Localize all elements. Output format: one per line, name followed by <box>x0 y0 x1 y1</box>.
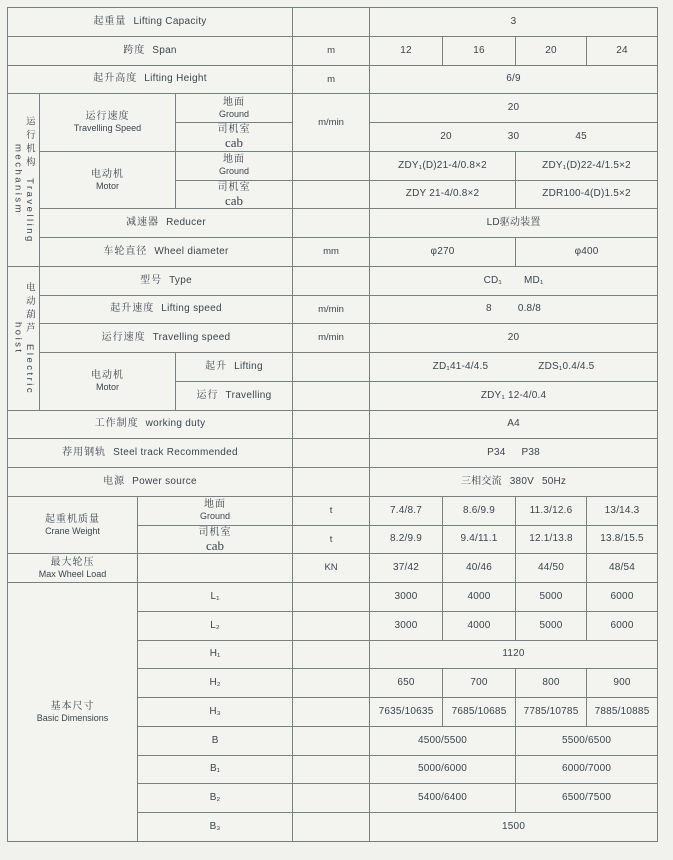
max-wheel-load-value: 40/46 <box>443 554 516 583</box>
travelling-speed-label: 运行速度 Travelling Speed <box>40 94 176 152</box>
unit-cell: t <box>293 525 370 554</box>
unit-cell: m/min <box>293 94 370 152</box>
crane-weight-value: 12.1/13.8 <box>516 525 587 554</box>
unit-cell: t <box>293 496 370 525</box>
row-hoist-motor-lifting <box>8 353 658 382</box>
row-span <box>8 36 658 65</box>
span-value: 16 <box>443 36 516 65</box>
dim-sublabel-H3: H₃ <box>138 698 293 727</box>
travelling-sublabel: 运行 Travelling <box>176 381 293 410</box>
travel-motor-label: 电动机 Motor <box>40 151 176 209</box>
unit-cell <box>293 611 370 640</box>
steel-track-values: P34 P38 <box>370 439 658 468</box>
unit-cell <box>293 410 370 439</box>
span-value: 20 <box>516 36 587 65</box>
wheel-diameter-label: 车轮直径 Wheel diameter <box>40 238 293 267</box>
row-hoist-travelling-speed <box>8 324 658 353</box>
dim-value: 6000 <box>587 611 658 640</box>
hoist-type-label: 型号 Type <box>40 266 293 295</box>
max-wheel-load-label: 最大轮压 Max Wheel Load <box>8 554 138 583</box>
section-electric-hoist: 电动葫芦Electric hoist <box>8 266 40 410</box>
hoist-motor-travelling-value: ZDY₁ 12-4/0.4 <box>370 381 658 410</box>
unit-cell <box>293 726 370 755</box>
dim-value: 7885/10885 <box>587 698 658 727</box>
hoist-type-values: CD₁ MD₁ <box>370 266 658 295</box>
dim-value: 5000 <box>516 583 587 612</box>
dim-value: 700 <box>443 669 516 698</box>
hoist-travelling-speed-label: 运行速度 Travelling speed <box>40 324 293 353</box>
row-wheel-diameter <box>8 238 658 267</box>
hoist-travelling-speed-value: 20 <box>370 324 658 353</box>
ground-sublabel: 地面 Ground <box>138 496 293 525</box>
empty-sublabel <box>138 554 293 583</box>
hoist-motor-label: 电动机 Motor <box>40 353 176 411</box>
row-hoist-type <box>8 266 658 295</box>
dim-value: 7685/10685 <box>443 698 516 727</box>
ground-sublabel: 地面 Ground <box>176 151 293 180</box>
dim-value: 5000/6000 <box>370 755 516 784</box>
row-travelling-speed-ground <box>8 94 658 123</box>
unit-cell: mm <box>293 238 370 267</box>
unit-cell <box>293 381 370 410</box>
travel-motor-ground-value: ZDY₁(D)22-4/1.5×2 <box>516 151 658 180</box>
row-lifting-capacity <box>8 8 658 37</box>
unit-cell <box>293 439 370 468</box>
dim-value: 3000 <box>370 611 443 640</box>
unit-cell: KN <box>293 554 370 583</box>
cab-sublabel: 司机室 cab <box>176 123 293 152</box>
unit-cell <box>293 180 370 209</box>
hoist-lifting-speed-label: 起升速度 Lifting speed <box>40 295 293 324</box>
cab-sublabel: 司机室 cab <box>176 180 293 209</box>
unit-cell <box>293 151 370 180</box>
dim-value: 900 <box>587 669 658 698</box>
unit-cell <box>293 8 370 37</box>
lifting-capacity-value: 3 <box>370 8 658 37</box>
dim-value: 6000 <box>587 583 658 612</box>
reducer-label: 减速器 Reducer <box>40 209 293 238</box>
dim-sublabel-H1: H₁ <box>138 640 293 669</box>
row-max-wheel-load <box>8 554 658 583</box>
wheel-diameter-value: φ270 <box>370 238 516 267</box>
span-value: 24 <box>587 36 658 65</box>
power-source-label: 电源 Power source <box>8 468 293 497</box>
hoist-motor-lifting-values: ZD₁41-4/4.5 ZDS₁0.4/4.5 <box>370 353 658 382</box>
hoist-lifting-speed-values: 8 0.8/8 <box>370 295 658 324</box>
section-travelling-mechanism: 运行机构Travelling mechanism <box>8 94 40 267</box>
unit-cell <box>293 266 370 295</box>
dim-value: 4500/5500 <box>370 726 516 755</box>
travel-motor-cab-value: ZDR100-4(D)1.5×2 <box>516 180 658 209</box>
dim-value: 7635/10635 <box>370 698 443 727</box>
dim-sublabel-H2: H₂ <box>138 669 293 698</box>
cab-sublabel: 司机室 cab <box>138 525 293 554</box>
travelling-speed-ground-value: 20 <box>370 94 658 123</box>
dim-value: 4000 <box>443 583 516 612</box>
crane-weight-label: 起重机质量 Crane Weight <box>8 496 138 554</box>
basic-dimensions-label: 基本尺寸 Basic Dimensions <box>8 583 138 842</box>
span-value: 12 <box>370 36 443 65</box>
crane-weight-value: 13.8/15.5 <box>587 525 658 554</box>
unit-cell: m <box>293 36 370 65</box>
dim-value: 4000 <box>443 611 516 640</box>
unit-cell: m/min <box>293 324 370 353</box>
dim-value: 1120 <box>370 640 658 669</box>
dim-value: 1500 <box>370 813 658 842</box>
max-wheel-load-value: 37/42 <box>370 554 443 583</box>
unit-cell: m <box>293 65 370 94</box>
dim-sublabel-B: B <box>138 726 293 755</box>
dim-value: 6000/7000 <box>516 755 658 784</box>
max-wheel-load-value: 48/54 <box>587 554 658 583</box>
unit-cell <box>293 669 370 698</box>
working-duty-label: 工作制度 working duty <box>8 410 293 439</box>
dim-value: 5500/6500 <box>516 726 658 755</box>
lifting-capacity-label: 起重量 Lifting Capacity <box>8 8 293 37</box>
row-travel-motor-ground <box>8 151 658 180</box>
span-label: 跨度 Span <box>8 36 293 65</box>
row-lifting-height <box>8 65 658 94</box>
travelling-speed-cab-values: 20 30 45 <box>370 123 658 152</box>
dim-value: 7785/10785 <box>516 698 587 727</box>
row-reducer <box>8 209 658 238</box>
max-wheel-load-value: 44/50 <box>516 554 587 583</box>
unit-cell <box>293 784 370 813</box>
power-source-value: 三相交流 380V 50Hz <box>370 468 658 497</box>
lifting-height-label: 起升高度 Lifting Height <box>8 65 293 94</box>
row-dim-L1 <box>8 583 658 612</box>
dim-sublabel-B3: B₃ <box>138 813 293 842</box>
unit-cell <box>293 583 370 612</box>
crane-spec-table <box>7 7 658 842</box>
row-steel-track <box>8 439 658 468</box>
row-working-duty <box>8 410 658 439</box>
dim-value: 800 <box>516 669 587 698</box>
dim-sublabel-B2: B₂ <box>138 784 293 813</box>
unit-cell <box>293 468 370 497</box>
dim-value: 3000 <box>370 583 443 612</box>
dim-sublabel-B1: B₁ <box>138 755 293 784</box>
unit-cell <box>293 640 370 669</box>
crane-weight-value: 8.2/9.9 <box>370 525 443 554</box>
unit-cell <box>293 755 370 784</box>
dim-value: 650 <box>370 669 443 698</box>
unit-cell <box>293 813 370 842</box>
steel-track-label: 荐用钢轨 Steel track Recommended <box>8 439 293 468</box>
reducer-value: LD驱动装置 <box>370 209 658 238</box>
dim-sublabel-L2: L₂ <box>138 611 293 640</box>
crane-weight-value: 7.4/8.7 <box>370 496 443 525</box>
unit-cell <box>293 698 370 727</box>
row-power-source <box>8 468 658 497</box>
crane-weight-value: 13/14.3 <box>587 496 658 525</box>
crane-weight-value: 9.4/11.1 <box>443 525 516 554</box>
unit-cell <box>293 209 370 238</box>
row-hoist-lifting-speed <box>8 295 658 324</box>
unit-cell <box>293 353 370 382</box>
dim-sublabel-L1: L₁ <box>138 583 293 612</box>
dim-value: 5400/6400 <box>370 784 516 813</box>
wheel-diameter-value: φ400 <box>516 238 658 267</box>
dim-value: 6500/7500 <box>516 784 658 813</box>
dim-value: 5000 <box>516 611 587 640</box>
working-duty-value: A4 <box>370 410 658 439</box>
ground-sublabel: 地面 Ground <box>176 94 293 123</box>
lifting-height-value: 6/9 <box>370 65 658 94</box>
unit-cell: m/min <box>293 295 370 324</box>
row-crane-weight-ground <box>8 496 658 525</box>
travel-motor-ground-value: ZDY₁(D)21-4/0.8×2 <box>370 151 516 180</box>
crane-weight-value: 11.3/12.6 <box>516 496 587 525</box>
crane-weight-value: 8.6/9.9 <box>443 496 516 525</box>
travel-motor-cab-value: ZDY 21-4/0.8×2 <box>370 180 516 209</box>
lifting-sublabel: 起升 Lifting <box>176 353 293 382</box>
